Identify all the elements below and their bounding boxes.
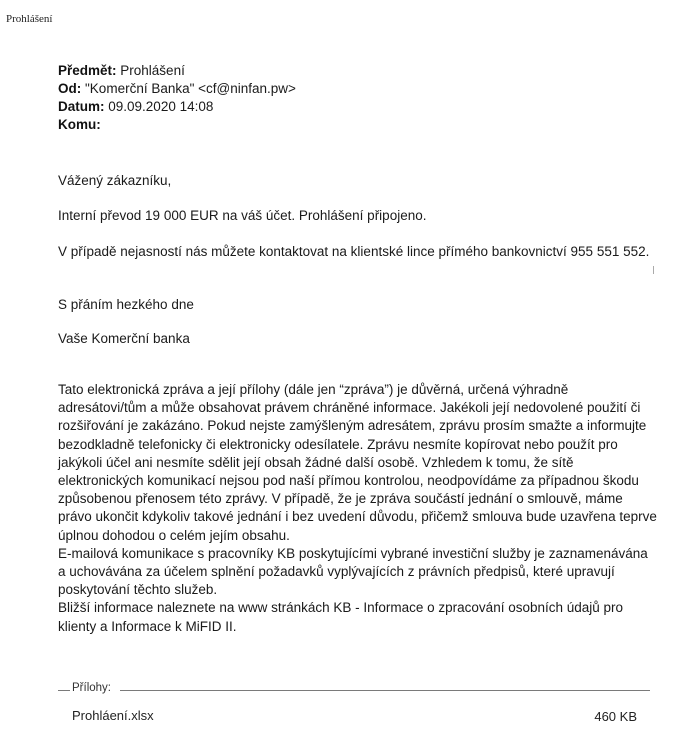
from-label: Od: <box>58 81 82 96</box>
greeting: Vážený zákazníku, <box>58 173 172 188</box>
legal-disclaimer <box>58 381 658 636</box>
date-label: Datum: <box>58 99 105 114</box>
disclaimer-paragraph: Tato elektronická zpráva a její přílohy (dále jen “zpráva”) je důvěrná, určená výhradně adresátovi/tům a může obsahovat právem chráněné informace. Jakékoli její nedovolené použití či rozšiřování je zakázáno. Pokud nejste zamýšleným adresátem, zprávu prosím smažte a informujte bezodkladně telefonicky či elektronicky odesílatele. Zprávu nesmíte kopírovat nebo použít pro jakýkoli účel ani nesmíte sdělit její obsah žádné další osobě. Vzhledem k tomu, že sítě elektronických komunikací nejsou pod naší přímou kontrolou, neodpovídáme za případnou škodu způsobenou přenosem této zprávy. V případě, že je zpráva součástí jednání o smlouvě, máme právo ukončit kdykoliv takové jednání i bez uvedení důvodu, přičemž smlouva bude uzavřena teprve úplnou dohodou o celém jejím obsahu. <box>58 382 657 543</box>
disclaimer-paragraph: Bližší informace naleznete na www stránkách KB - Informace o zpracování osobních údajů pro klienty a Informace k MiFID II. <box>58 600 624 634</box>
closing-wishes: S přáním hezkého dne <box>58 297 194 312</box>
subject-value: Prohlášení <box>120 63 185 78</box>
attachment-file-size: 460 KB <box>594 709 637 724</box>
date-row <box>58 98 296 116</box>
attachments-separator <box>58 682 650 698</box>
to-label: Komu: <box>58 117 101 132</box>
attachment-file-name[interactable]: Prohláení.xlsx <box>72 708 154 723</box>
edge-mark <box>653 266 654 274</box>
document-title: Prohlášení <box>6 13 53 25</box>
from-value[interactable]: "Komerční Banka" <cf@ninfan.pw> <box>85 81 296 96</box>
contact-info: V případě nejasností nás můžete kontaktovat na klientské lince přímého bankovnictví 955 551 552. <box>58 244 650 259</box>
separator-line <box>120 690 650 691</box>
signature: Vaše Komerční banka <box>58 331 190 346</box>
subject-label: Předmět: <box>58 63 117 78</box>
from-row <box>58 80 296 98</box>
to-row <box>58 116 296 134</box>
date-value: 09.09.2020 14:08 <box>108 99 214 114</box>
transfer-notice: Interní převod 19 000 EUR na váš účet. Prohlášení připojeno. <box>58 208 427 223</box>
separator-dash <box>58 690 70 691</box>
attachments-label: Přílohy: <box>72 682 111 694</box>
email-headers <box>58 62 296 134</box>
subject-row <box>58 62 296 80</box>
disclaimer-paragraph: E-mailová komunikace s pracovníky KB poskytujícími vybrané investiční služby je zaznamenávána a uchovávána za účelem splnění požadavků vyplývajících z právních předpisů, které upravují poskytování těchto služeb. <box>58 545 648 598</box>
